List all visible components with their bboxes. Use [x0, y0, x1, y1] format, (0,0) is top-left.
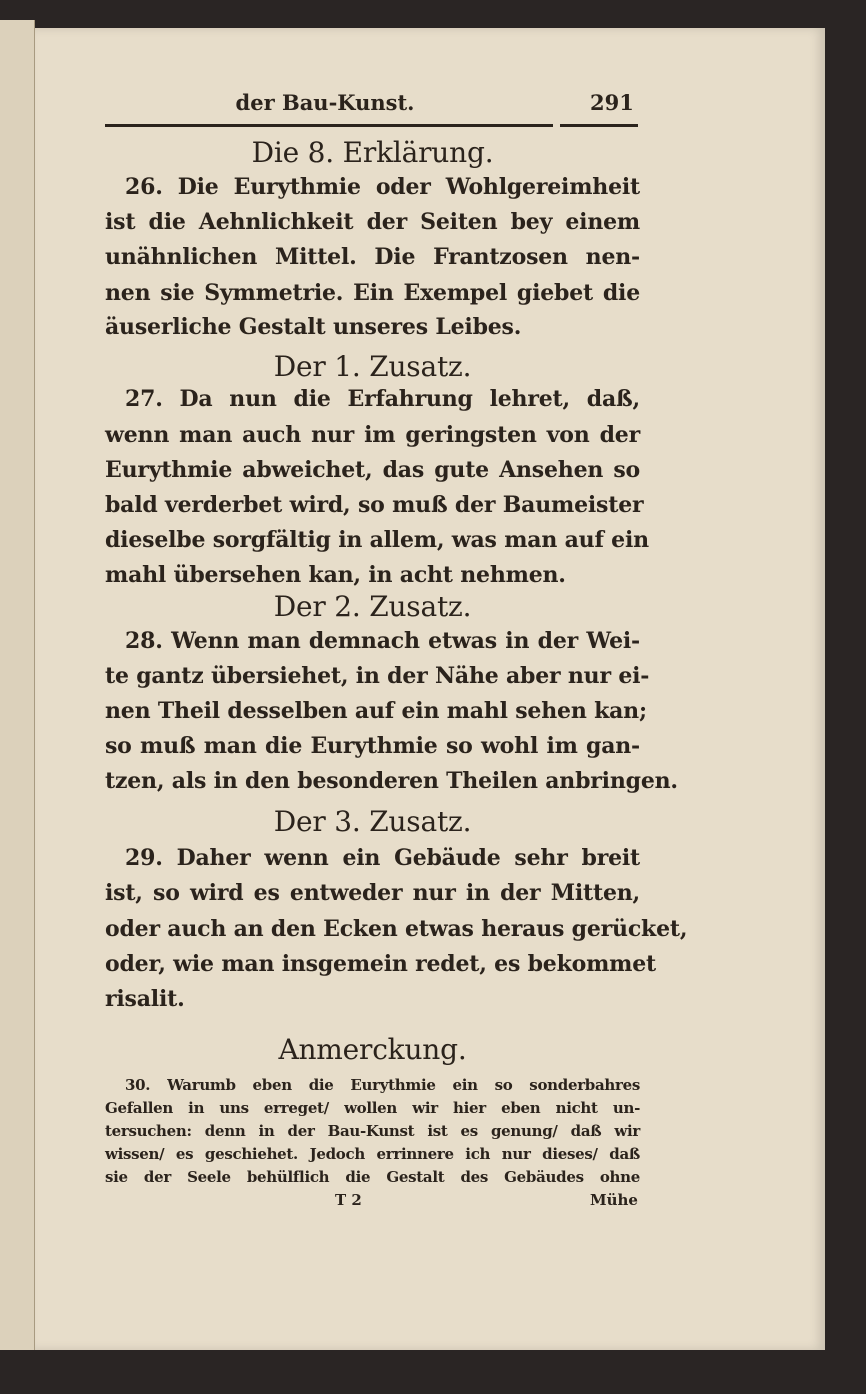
section-heading: Die 8. Erklärung. — [251, 136, 494, 169]
text-line: 28. Wenn man demnach etwas in der Wei- — [125, 628, 640, 654]
text-line: risalit. — [105, 986, 185, 1012]
text-line: mahl übersehen kan, in acht nehmen. — [105, 562, 566, 588]
text-line: bald verderbet wird, so muß der Baumeister — [105, 492, 644, 518]
page-number: 291 — [590, 90, 634, 115]
text-line: te gantz übersiehet, in der Nähe aber nur ei- — [105, 663, 650, 689]
section-heading: Der 2. Zusatz. — [273, 590, 472, 623]
note-line: wissen/ es geschiehet. Jedoch errinnere ich nur dieses/ daß — [105, 1145, 640, 1163]
text-line: so muß man die Eurythmie so wohl im gan- — [105, 733, 640, 759]
section-heading: Der 1. Zusatz. — [273, 350, 472, 383]
text-line: 26. Die Eurythmie oder Wohlgereimheit — [125, 174, 640, 200]
running-head: der Bau-Kunst. — [235, 90, 415, 115]
note-line: Gefallen in uns erreget/ wollen wir hier eben nicht un- — [105, 1099, 640, 1117]
text-line: oder auch an den Ecken etwas heraus gerücket, — [105, 916, 688, 942]
text-line: dieselbe sorgfältig in allem, was man auf ein — [105, 527, 649, 553]
book-page — [35, 28, 825, 1350]
note-line: tersuchen: denn in der Bau-Kunst ist es genung/ daß wir — [105, 1122, 640, 1140]
text-line: nen Theil desselben auf ein mahl sehen kan; — [105, 698, 647, 724]
text-line: nen sie Symmetrie. Ein Exempel giebet die — [105, 280, 640, 306]
text-line: 29. Daher wenn ein Gebäude sehr breit — [125, 845, 640, 871]
catchword: Mühe — [590, 1191, 638, 1209]
text-line: 27. Da nun die Erfahrung lehret, daß, — [125, 386, 640, 412]
header-rule — [560, 124, 638, 127]
section-heading: Anmerckung. — [278, 1033, 467, 1066]
text-line: ist, so wird es entweder nur in der Mitten, — [105, 880, 640, 906]
text-line: tzen, als in den besonderen Theilen anbringen. — [105, 768, 678, 794]
text-line: ist die Aehnlichkeit der Seiten bey einem — [105, 209, 640, 235]
header-rule — [105, 124, 553, 127]
text-line: oder, wie man insgemein redet, es bekommet — [105, 951, 657, 977]
note-line: sie der Seele behülflich die Gestalt des Gebäudes ohne — [105, 1168, 640, 1186]
signature-mark: T 2 — [335, 1191, 362, 1209]
adjacent-page-edge — [0, 20, 35, 1350]
text-line: äuserliche Gestalt unseres Leibes. — [105, 314, 522, 340]
text-line: wenn man auch nur im geringsten von der — [105, 422, 640, 448]
note-line: 30. Warumb eben die Eurythmie ein so sonderbahres — [125, 1076, 640, 1094]
section-heading: Der 3. Zusatz. — [273, 805, 472, 838]
text-line: Eurythmie abweichet, das gute Ansehen so — [105, 457, 640, 483]
text-line: unähnlichen Mittel. Die Frantzosen nen- — [105, 244, 640, 270]
